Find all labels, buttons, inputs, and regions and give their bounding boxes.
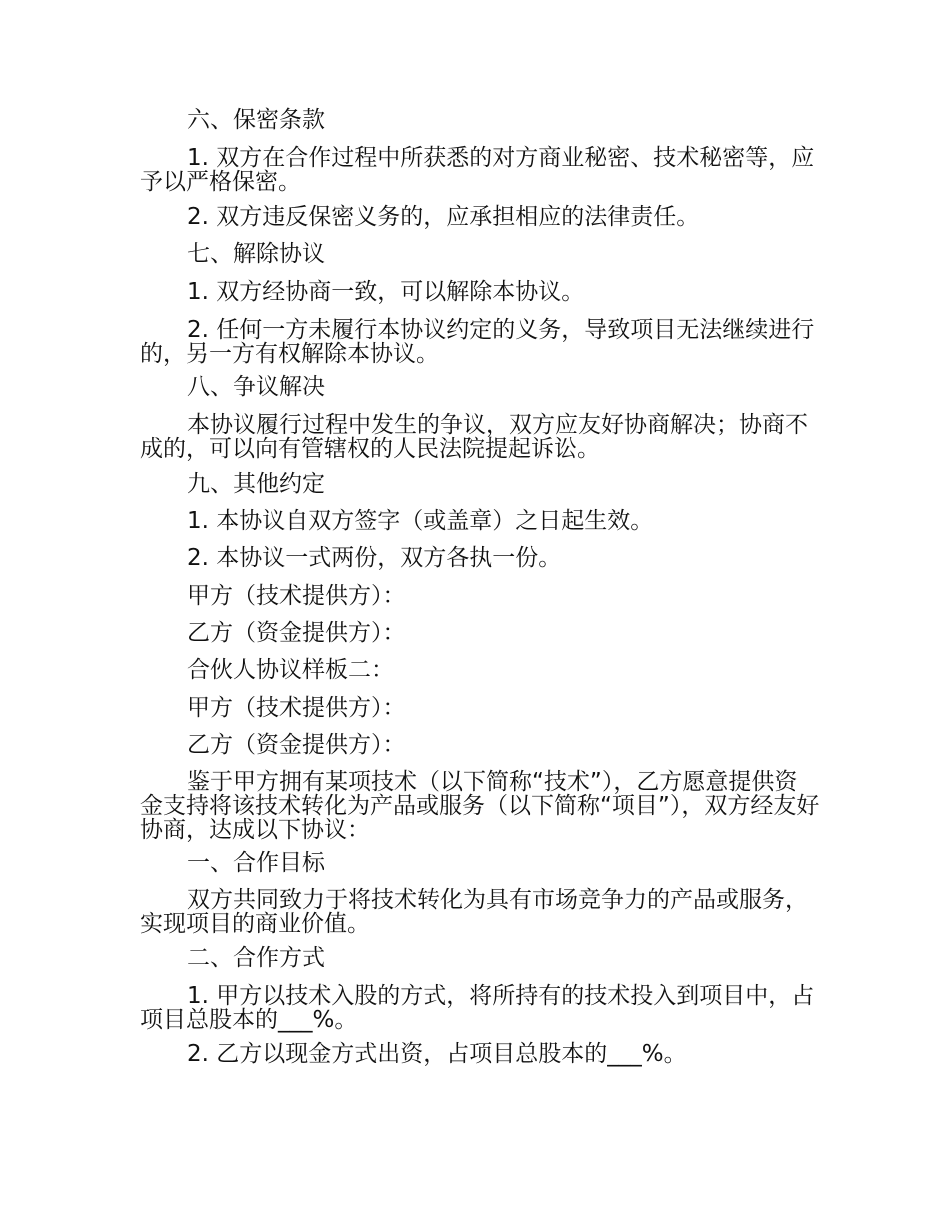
section-heading-termination: 七、解除协议 bbox=[187, 241, 325, 267]
paragraph: 本协议履行过程中发生的争议，双方应友好协商解决；协商不成的，可以向有管辖权的人民法院提起诉讼。 bbox=[140, 412, 808, 462]
template-title: 合伙人协议样板二： bbox=[187, 657, 394, 683]
section-heading-goal: 一、合作目标 bbox=[187, 850, 325, 876]
paragraph: 2. 本协议一式两份，双方各执一份。 bbox=[187, 545, 562, 571]
paragraph: 2. 乙方以现金方式出资，占项目总股本的___%。 bbox=[187, 1041, 687, 1067]
signature-line-party-a: 甲方（技术提供方）： bbox=[187, 583, 406, 609]
party-b-line: 乙方（资金提供方）： bbox=[187, 732, 406, 758]
paragraph: 1. 本协议自双方签字（或盖章）之日起生效。 bbox=[187, 508, 654, 534]
paragraph: 双方共同致力于将技术转化为具有市场竞争力的产品或服务，实现项目的商业价值。 bbox=[140, 887, 808, 937]
paragraph: 鉴于甲方拥有某项技术（以下简称“技术”），乙方愿意提供资金支持将该技术转化为产品或服务（以下简称“项目”），双方经友好协商，达成以下协议： bbox=[140, 769, 820, 843]
party-a-line: 甲方（技术提供方）： bbox=[187, 695, 406, 721]
signature-line-party-b: 乙方（资金提供方）： bbox=[187, 620, 406, 646]
section-heading-dispute: 八、争议解决 bbox=[187, 374, 325, 400]
section-heading-other: 九、其他约定 bbox=[187, 471, 325, 497]
paragraph: 2. 任何一方未履行本协议约定的义务，导致项目无法继续进行的，另一方有权解除本协议。 bbox=[140, 317, 815, 367]
paragraph: 1. 甲方以技术入股的方式，将所持有的技术投入到项目中，占项目总股本的___%。 bbox=[140, 983, 815, 1033]
paragraph: 1. 双方经协商一致，可以解除本协议。 bbox=[187, 279, 585, 305]
section-heading-method: 二、合作方式 bbox=[187, 945, 325, 971]
paragraph: 2. 双方违反保密义务的，应承担相应的法律责任。 bbox=[187, 204, 700, 230]
paragraph: 1. 双方在合作过程中所获悉的对方商业秘密、技术秘密等，应予以严格保密。 bbox=[140, 145, 815, 195]
section-heading-confidentiality: 六、保密条款 bbox=[187, 107, 325, 133]
